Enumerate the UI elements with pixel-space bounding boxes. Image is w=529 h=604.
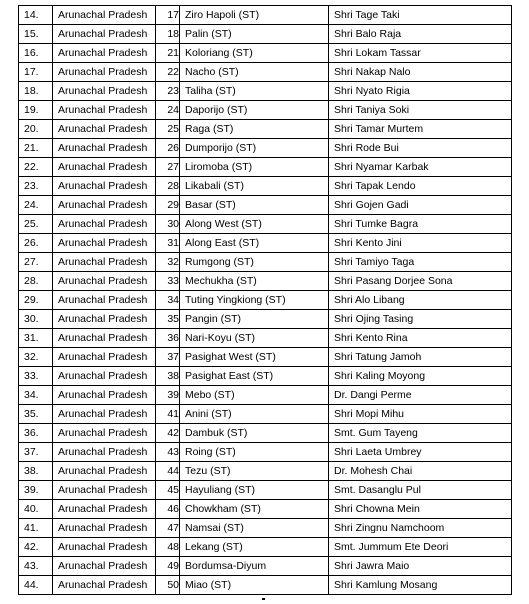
serial-number-cell: 24. <box>19 196 53 215</box>
member-name-cell: Shri Taniya Soki <box>329 101 512 120</box>
constituency-name-cell: Rumgong (ST) <box>180 253 329 272</box>
member-name-cell: Shri Mopi Mihu <box>329 405 512 424</box>
table-row <box>19 500 512 519</box>
member-name-cell: Shri Kamlung Mosang <box>329 576 512 595</box>
state-cell: Arunachal Pradesh <box>53 272 156 291</box>
constituency-name-cell: Koloriang (ST) <box>180 44 329 63</box>
constituency-number-cell: 42 <box>156 424 180 443</box>
members-table-body <box>19 6 512 595</box>
table-row <box>19 63 512 82</box>
serial-number-cell: 29. <box>19 291 53 310</box>
constituency-number-cell: 39 <box>156 386 180 405</box>
constituency-name-cell: Chowkham (ST) <box>180 500 329 519</box>
table-row <box>19 329 512 348</box>
table-row <box>19 25 512 44</box>
member-name-cell: Shri Kaling Moyong <box>329 367 512 386</box>
serial-number-cell: 36. <box>19 424 53 443</box>
serial-number-cell: 41. <box>19 519 53 538</box>
serial-number-cell: 27. <box>19 253 53 272</box>
table-row <box>19 291 512 310</box>
state-cell: Arunachal Pradesh <box>53 215 156 234</box>
serial-number-cell: 31. <box>19 329 53 348</box>
table-row <box>19 272 512 291</box>
constituency-name-cell: Mebo (ST) <box>180 386 329 405</box>
table-row <box>19 576 512 595</box>
member-name-cell: Shri Rode Bui <box>329 139 512 158</box>
constituency-name-cell: Anini (ST) <box>180 405 329 424</box>
state-cell: Arunachal Pradesh <box>53 576 156 595</box>
member-name-cell: Smt. Jummum Ete Deori <box>329 538 512 557</box>
state-cell: Arunachal Pradesh <box>53 329 156 348</box>
constituency-number-cell: 41 <box>156 405 180 424</box>
table-row <box>19 6 512 25</box>
member-name-cell: Shri Tumke Bagra <box>329 215 512 234</box>
constituency-number-cell: 44 <box>156 462 180 481</box>
member-name-cell: Shri Lokam Tassar <box>329 44 512 63</box>
constituency-number-cell: 29 <box>156 196 180 215</box>
constituency-name-cell: Miao (ST) <box>180 576 329 595</box>
constituency-number-cell: 24 <box>156 101 180 120</box>
constituency-name-cell: Nacho (ST) <box>180 63 329 82</box>
serial-number-cell: 43. <box>19 557 53 576</box>
table-row <box>19 367 512 386</box>
constituency-name-cell: Namsai (ST) <box>180 519 329 538</box>
constituency-number-cell: 35 <box>156 310 180 329</box>
member-name-cell: Shri Jawra Maio <box>329 557 512 576</box>
table-row <box>19 158 512 177</box>
constituency-number-cell: 18 <box>156 25 180 44</box>
constituency-name-cell: Pasighat West (ST) <box>180 348 329 367</box>
serial-number-cell: 18. <box>19 82 53 101</box>
serial-number-cell: 22. <box>19 158 53 177</box>
constituency-name-cell: Along West (ST) <box>180 215 329 234</box>
member-name-cell: Smt. Gum Tayeng <box>329 424 512 443</box>
table-row <box>19 348 512 367</box>
constituency-name-cell: Bordumsa-Diyum <box>180 557 329 576</box>
constituency-name-cell: Roing (ST) <box>180 443 329 462</box>
serial-number-cell: 23. <box>19 177 53 196</box>
serial-number-cell: 40. <box>19 500 53 519</box>
table-row <box>19 462 512 481</box>
serial-number-cell: 39. <box>19 481 53 500</box>
table-row <box>19 234 512 253</box>
constituency-number-cell: 49 <box>156 557 180 576</box>
serial-number-cell: 38. <box>19 462 53 481</box>
state-cell: Arunachal Pradesh <box>53 196 156 215</box>
serial-number-cell: 32. <box>19 348 53 367</box>
constituency-number-cell: 45 <box>156 481 180 500</box>
serial-number-cell: 33. <box>19 367 53 386</box>
state-cell: Arunachal Pradesh <box>53 538 156 557</box>
state-cell: Arunachal Pradesh <box>53 234 156 253</box>
member-name-cell: Shri Nakap Nalo <box>329 63 512 82</box>
state-cell: Arunachal Pradesh <box>53 405 156 424</box>
constituency-number-cell: 25 <box>156 120 180 139</box>
table-row <box>19 519 512 538</box>
member-name-cell: Shri Gojen Gadi <box>329 196 512 215</box>
constituency-name-cell: Hayuliang (ST) <box>180 481 329 500</box>
serial-number-cell: 20. <box>19 120 53 139</box>
constituency-number-cell: 38 <box>156 367 180 386</box>
state-cell: Arunachal Pradesh <box>53 310 156 329</box>
member-name-cell: Shri Nyamar Karbak <box>329 158 512 177</box>
state-cell: Arunachal Pradesh <box>53 462 156 481</box>
table-row <box>19 538 512 557</box>
serial-number-cell: 34. <box>19 386 53 405</box>
state-cell: Arunachal Pradesh <box>53 481 156 500</box>
member-name-cell: Shri Zingnu Namchoom <box>329 519 512 538</box>
table-row <box>19 557 512 576</box>
state-cell: Arunachal Pradesh <box>53 500 156 519</box>
constituency-name-cell: Dumporijo (ST) <box>180 139 329 158</box>
member-name-cell: Shri Kento Jini <box>329 234 512 253</box>
member-name-cell: Dr. Dangi Perme <box>329 386 512 405</box>
member-name-cell: Shri Nyato Rigia <box>329 82 512 101</box>
constituency-number-cell: 32 <box>156 253 180 272</box>
constituency-number-cell: 23 <box>156 82 180 101</box>
member-name-cell: Shri Tapak Lendo <box>329 177 512 196</box>
state-cell: Arunachal Pradesh <box>53 177 156 196</box>
serial-number-cell: 30. <box>19 310 53 329</box>
serial-number-cell: 44. <box>19 576 53 595</box>
page-mark <box>262 598 265 600</box>
table-row <box>19 139 512 158</box>
table-row <box>19 424 512 443</box>
member-name-cell: Shri Ojing Tasing <box>329 310 512 329</box>
state-cell: Arunachal Pradesh <box>53 557 156 576</box>
serial-number-cell: 42. <box>19 538 53 557</box>
constituency-name-cell: Raga (ST) <box>180 120 329 139</box>
constituency-number-cell: 17 <box>156 6 180 25</box>
table-row <box>19 405 512 424</box>
state-cell: Arunachal Pradesh <box>53 120 156 139</box>
constituency-name-cell: Ziro Hapoli (ST) <box>180 6 329 25</box>
constituency-name-cell: Palin (ST) <box>180 25 329 44</box>
constituency-name-cell: Daporijo (ST) <box>180 101 329 120</box>
constituency-number-cell: 43 <box>156 443 180 462</box>
table-row <box>19 196 512 215</box>
table-row <box>19 443 512 462</box>
member-name-cell: Shri Pasang Dorjee Sona <box>329 272 512 291</box>
constituency-name-cell: Likabali (ST) <box>180 177 329 196</box>
state-cell: Arunachal Pradesh <box>53 6 156 25</box>
constituency-name-cell: Tezu (ST) <box>180 462 329 481</box>
state-cell: Arunachal Pradesh <box>53 44 156 63</box>
constituency-name-cell: Liromoba (ST) <box>180 158 329 177</box>
member-name-cell: Dr. Mohesh Chai <box>329 462 512 481</box>
table-row <box>19 177 512 196</box>
serial-number-cell: 28. <box>19 272 53 291</box>
constituency-number-cell: 48 <box>156 538 180 557</box>
member-name-cell: Shri Tage Taki <box>329 6 512 25</box>
member-name-cell: Shri Chowna Mein <box>329 500 512 519</box>
table-row <box>19 120 512 139</box>
constituency-number-cell: 37 <box>156 348 180 367</box>
constituency-number-cell: 50 <box>156 576 180 595</box>
state-cell: Arunachal Pradesh <box>53 367 156 386</box>
state-cell: Arunachal Pradesh <box>53 101 156 120</box>
member-name-cell: Shri Laeta Umbrey <box>329 443 512 462</box>
serial-number-cell: 35. <box>19 405 53 424</box>
constituency-number-cell: 36 <box>156 329 180 348</box>
constituency-number-cell: 28 <box>156 177 180 196</box>
serial-number-cell: 16. <box>19 44 53 63</box>
serial-number-cell: 14. <box>19 6 53 25</box>
state-cell: Arunachal Pradesh <box>53 386 156 405</box>
constituency-name-cell: Tuting Yingkiong (ST) <box>180 291 329 310</box>
serial-number-cell: 25. <box>19 215 53 234</box>
serial-number-cell: 21. <box>19 139 53 158</box>
member-name-cell: Smt. Dasanglu Pul <box>329 481 512 500</box>
constituency-name-cell: Nari-Koyu (ST) <box>180 329 329 348</box>
state-cell: Arunachal Pradesh <box>53 82 156 101</box>
state-cell: Arunachal Pradesh <box>53 158 156 177</box>
state-cell: Arunachal Pradesh <box>53 424 156 443</box>
member-name-cell: Shri Balo Raja <box>329 25 512 44</box>
constituency-name-cell: Along East (ST) <box>180 234 329 253</box>
table-row <box>19 481 512 500</box>
state-cell: Arunachal Pradesh <box>53 253 156 272</box>
serial-number-cell: 19. <box>19 101 53 120</box>
members-table <box>18 5 512 595</box>
constituency-number-cell: 47 <box>156 519 180 538</box>
member-name-cell: Shri Tatung Jamoh <box>329 348 512 367</box>
constituency-name-cell: Mechukha (ST) <box>180 272 329 291</box>
serial-number-cell: 15. <box>19 25 53 44</box>
table-row <box>19 386 512 405</box>
state-cell: Arunachal Pradesh <box>53 348 156 367</box>
constituency-name-cell: Lekang (ST) <box>180 538 329 557</box>
state-cell: Arunachal Pradesh <box>53 63 156 82</box>
member-name-cell: Shri Alo Libang <box>329 291 512 310</box>
table-row <box>19 82 512 101</box>
serial-number-cell: 17. <box>19 63 53 82</box>
constituency-name-cell: Taliha (ST) <box>180 82 329 101</box>
state-cell: Arunachal Pradesh <box>53 139 156 158</box>
constituency-number-cell: 27 <box>156 158 180 177</box>
table-row <box>19 253 512 272</box>
constituency-number-cell: 34 <box>156 291 180 310</box>
constituency-name-cell: Dambuk (ST) <box>180 424 329 443</box>
serial-number-cell: 26. <box>19 234 53 253</box>
constituency-number-cell: 22 <box>156 63 180 82</box>
state-cell: Arunachal Pradesh <box>53 443 156 462</box>
table-row <box>19 310 512 329</box>
state-cell: Arunachal Pradesh <box>53 291 156 310</box>
table-row <box>19 215 512 234</box>
state-cell: Arunachal Pradesh <box>53 519 156 538</box>
member-name-cell: Shri Tamar Murtem <box>329 120 512 139</box>
state-cell: Arunachal Pradesh <box>53 25 156 44</box>
constituency-name-cell: Pangin (ST) <box>180 310 329 329</box>
member-name-cell: Shri Kento Rina <box>329 329 512 348</box>
table-row <box>19 101 512 120</box>
member-name-cell: Shri Tamiyo Taga <box>329 253 512 272</box>
constituency-number-cell: 30 <box>156 215 180 234</box>
constituency-number-cell: 33 <box>156 272 180 291</box>
constituency-number-cell: 31 <box>156 234 180 253</box>
constituency-number-cell: 26 <box>156 139 180 158</box>
constituency-number-cell: 46 <box>156 500 180 519</box>
constituency-name-cell: Pasighat East (ST) <box>180 367 329 386</box>
constituency-number-cell: 21 <box>156 44 180 63</box>
constituency-name-cell: Basar (ST) <box>180 196 329 215</box>
serial-number-cell: 37. <box>19 443 53 462</box>
table-row <box>19 44 512 63</box>
